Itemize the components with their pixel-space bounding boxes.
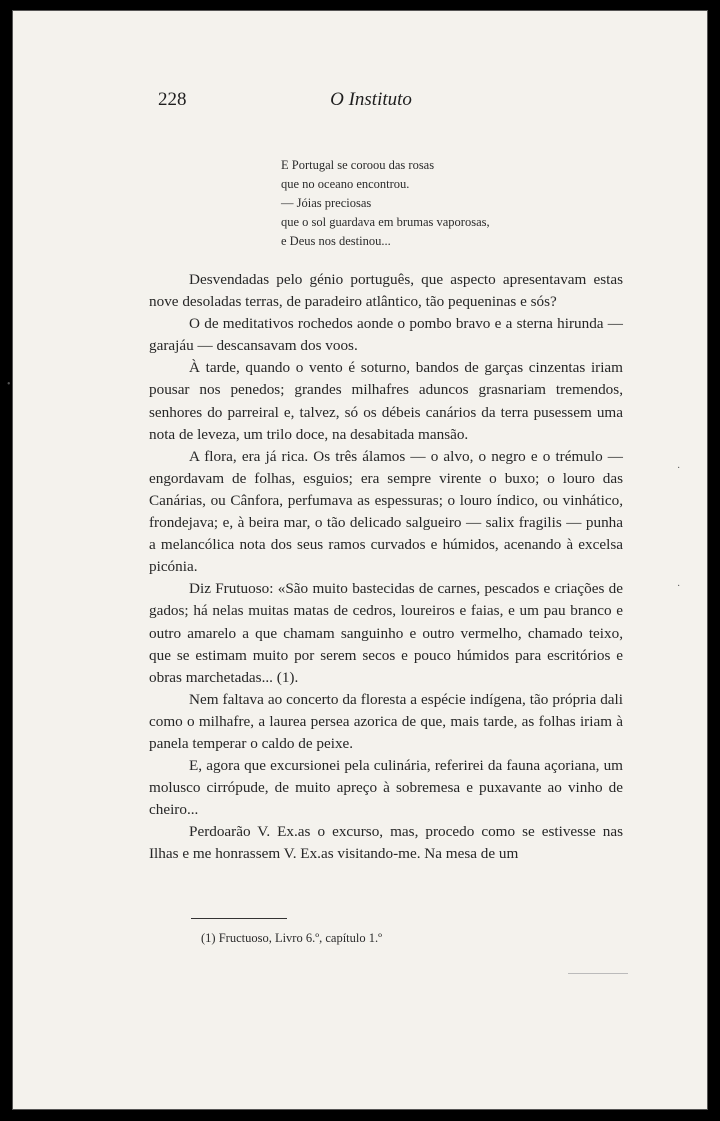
paragraph: Nem faltava ao concerto da floresta a espécie indígena, tão própria dali como o milhafre, a laurea persea azorica de que, mais tarde, as folhas iriam à panela temperar o caldo de peixe. [149,690,623,752]
footnote-rule [191,918,287,919]
paragraph: À tarde, quando o vento é soturno, bandos de garças cinzentas iriam pousar nos penedos; grandes milhafres aduncos grasnariam tremendos, senhores do parreiral e, talvez, só os débeis canários da terra pusessem uma nota de leveza, um trilo doce, na desabitada mansão. [149,359,623,443]
verse-line: E Portugal se coroou das rosas [281,158,435,172]
paragraph: E, agora que excursionei pela culinária, referirei da fauna açoriana, um molusco cirrópude, de muito apreço à sobremesa e puxavante ao vinho de cheiro... [149,757,623,819]
margin-mark: • [7,379,11,390]
body-text [149,269,623,866]
verse-line: e Deus nos destinou... [281,234,391,248]
running-head [13,89,707,113]
verse-line: — Jóias preciosas [281,196,372,210]
footnote: (1) Fructuoso, Livro 6.º, capítulo 1.º [201,931,382,945]
book-page [7,10,708,1110]
paragraph: A flora, era já rica. Os três álamos — o alvo, o negro e o trémulo — engordavam de folhas, esguios; era sempre virente o buxo; o louro das Canárias, ou Cânfora, perfumava as espessuras; o louro índico, ou vinhático, frondejava; e, à beira mar, o tão delicado salgueiro — salix fragilis — punha a melancólica nota dos seus ramos curvados e húmidos, acenando à excelsa picónia. [149,447,623,576]
paragraph: O de meditativos rochedos aonde o pombo bravo e a sterna hirunda — garajáu — descansavam dos voos. [149,315,623,355]
paragraph: Desvendadas pelo génio português, que aspecto apresentavam estas nove desoladas terras, de paradeiro atlântico, tão pequeninas e sós? [149,271,623,311]
page-number: 228 [158,89,187,110]
verse-line: que o sol guardava em brumas vaporosas, [281,215,490,229]
paragraph: Perdoarão V. Ex.as o excurso, mas, procedo como se estivesse nas Ilhas e me honrassem V. Ex.as visitando-me. Na mesa de um [149,823,623,863]
verse-epigraph [281,156,601,251]
running-title: O Instituto [330,89,412,110]
verse-line: que no oceano encontrou. [281,177,410,191]
margin-mark: · [677,581,681,592]
paragraph: Diz Frutuoso: «São muito bastecidas de carnes, pescados e criações de gados; há nelas muitas matas de cedros, loureiros e faias, e um pau branco e outro amarelo a que chamam sanguinho e outro vermelho, chamado teixo, que se estimam muito por serem secos e pouco húmidos para escritórios e obras marchetadas... (1). [149,580,623,686]
scan-artifact-line [568,973,628,974]
margin-mark: · [677,463,681,474]
